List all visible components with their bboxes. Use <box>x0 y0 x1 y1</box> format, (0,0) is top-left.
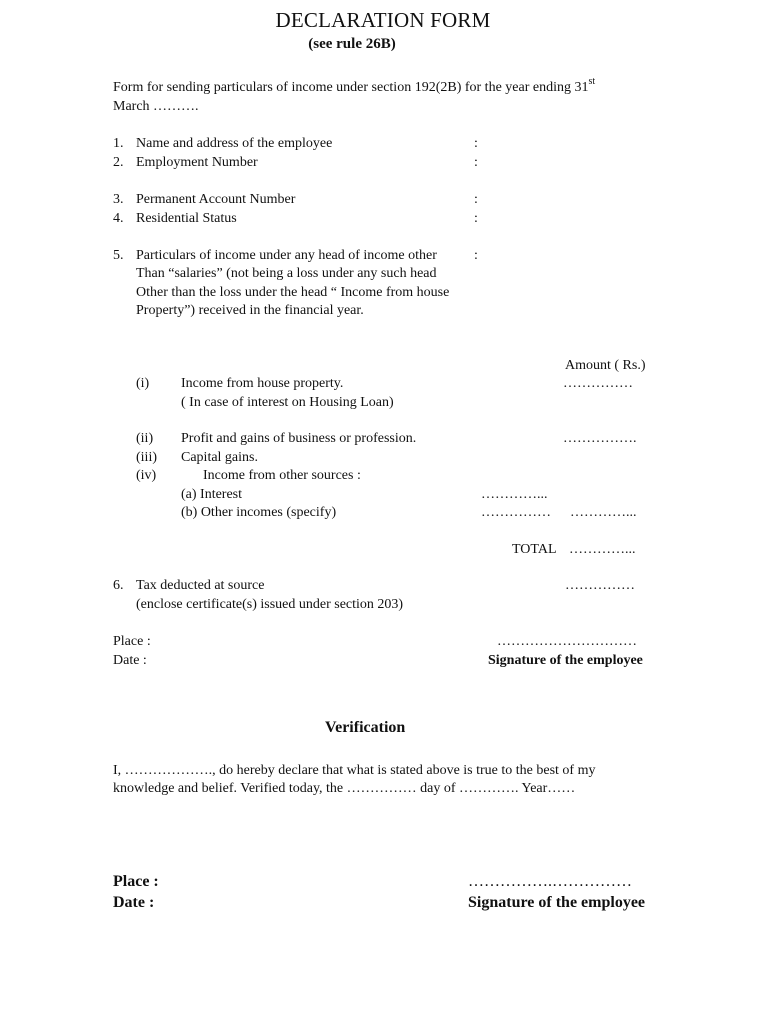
income-index: (i) <box>136 376 150 391</box>
item-colon: : <box>474 192 478 207</box>
item-colon: : <box>474 211 478 226</box>
place-label: Place : <box>113 873 159 890</box>
item-number: 6. <box>113 578 124 593</box>
item-label: Residential Status <box>136 211 237 226</box>
income-label: Capital gains. <box>181 450 258 465</box>
item-number: 5. <box>113 248 124 263</box>
signature-label: Signature of the employee <box>468 894 646 911</box>
item-note: (enclose certificate(s) issued under section 203) <box>136 597 404 612</box>
item-label: Name and address of the employee <box>136 136 333 151</box>
item5-line-2: Than “salaries” (not being a loss under any such head <box>136 266 437 281</box>
income-label: Income from other sources : <box>203 468 361 483</box>
item-colon: : <box>474 136 478 151</box>
item-label: Permanent Account Number <box>136 192 296 207</box>
item5-line-3: Other than the loss under the head “ Income from house <box>136 285 450 300</box>
place-label: Place : <box>113 634 151 649</box>
signature-blank: …………….…………… <box>468 873 632 890</box>
form-subtitle: (see rule 26B) <box>308 36 396 52</box>
item5-line-4: Property”) received in the financial year. <box>136 303 364 318</box>
item-label: Tax deducted at source <box>136 578 265 593</box>
item5-line-1: Particulars of income under any head of income other <box>136 248 437 263</box>
amount-blank: …………… <box>563 376 633 391</box>
signature-blank: ………………………… <box>497 634 637 649</box>
verification-line-1: I, ………………., do hereby declare that what is stated above is true to the best of my <box>113 763 596 778</box>
item-number: 1. <box>113 136 124 151</box>
item-colon: : <box>474 155 478 170</box>
income-label: Profit and gains of business or profession. <box>181 431 417 446</box>
intro-line-2: March ………. <box>113 99 199 114</box>
item-number: 4. <box>113 211 124 226</box>
intro-superscript: st <box>588 76 596 87</box>
total-label: TOTAL <box>512 542 557 557</box>
item-label: Employment Number <box>136 155 258 170</box>
amount-blank: …………... <box>570 505 637 520</box>
item-colon: : <box>474 248 478 263</box>
amount-blank: …………… <box>481 505 551 520</box>
intro-line-1 <box>113 76 596 95</box>
income-sub-label: (b) Other incomes (specify) <box>181 505 337 520</box>
verification-line-2: knowledge and belief. Verified today, the …………… day of …………. Year…… <box>113 781 576 796</box>
intro-line-1-text: Form for sending particulars of income under section 192(2B) for the year ending 31 <box>113 80 589 95</box>
amount-blank: …………... <box>481 487 548 502</box>
income-label: Income from house property. <box>181 376 344 391</box>
item-number: 2. <box>113 155 124 170</box>
income-sub-label: (a) Interest <box>181 487 243 502</box>
income-index: (iii) <box>136 450 157 465</box>
income-index: (ii) <box>136 431 154 446</box>
signature-label: Signature of the employee <box>488 653 643 668</box>
income-note: ( In case of interest on Housing Loan) <box>181 395 394 410</box>
item-number: 3. <box>113 192 124 207</box>
amount-blank: ……………. <box>563 431 637 446</box>
amount-blank: …………… <box>565 578 635 593</box>
date-label: Date : <box>113 653 147 668</box>
amount-header: Amount ( Rs.) <box>565 358 646 373</box>
income-index: (iv) <box>136 468 157 483</box>
form-title: DECLARATION FORM <box>275 8 491 32</box>
verification-heading: Verification <box>325 719 406 736</box>
total-blank: …………... <box>569 542 636 557</box>
date-label: Date : <box>113 894 155 911</box>
